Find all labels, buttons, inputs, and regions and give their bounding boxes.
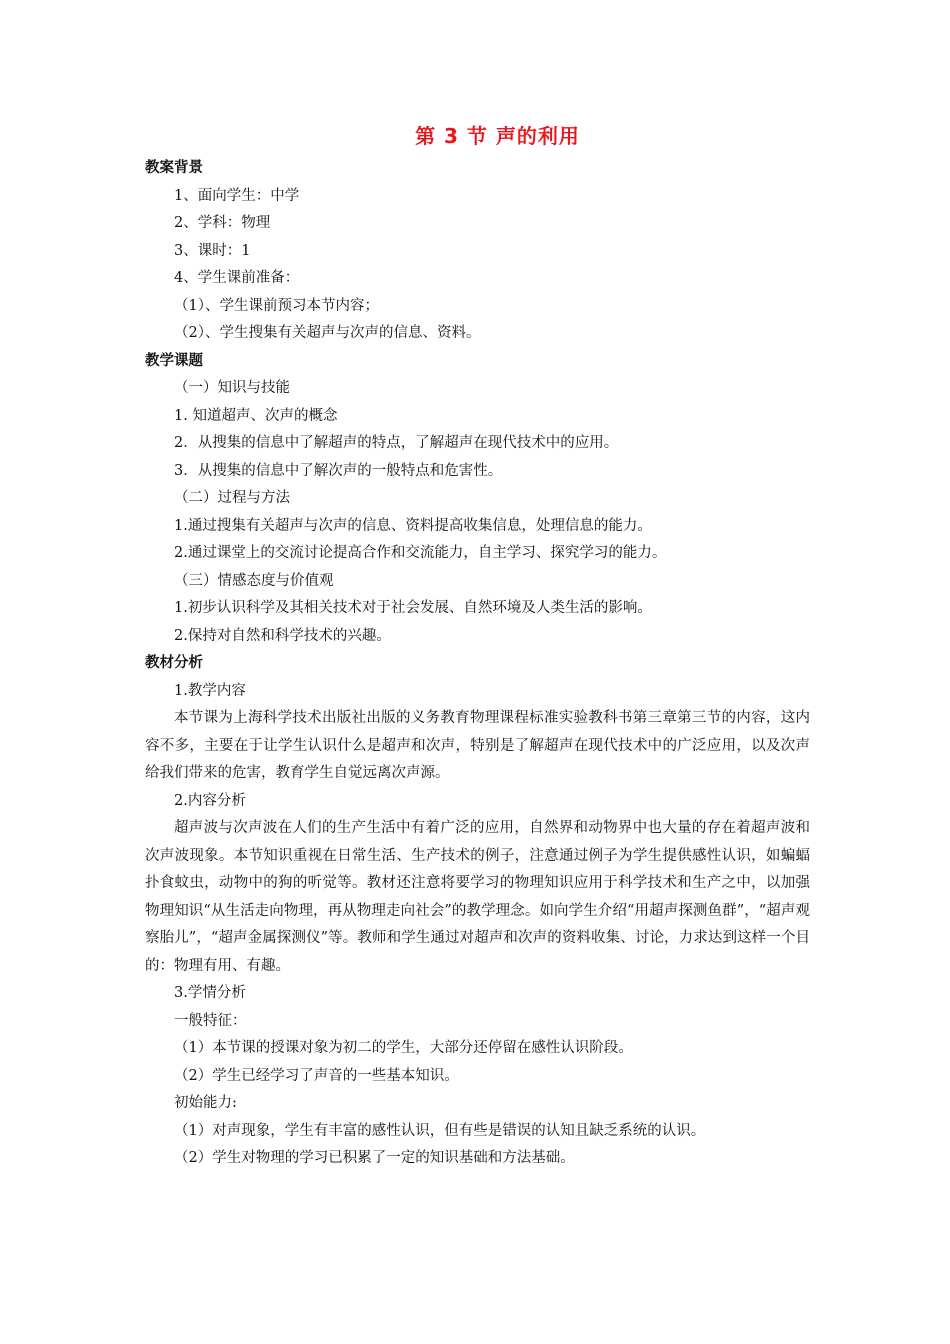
text-line: （二）过程与方法 bbox=[174, 490, 290, 506]
text-line: 1. 知道超声、次声的概念 bbox=[174, 407, 338, 424]
section-heading-analysis: 教材分析 bbox=[145, 655, 203, 671]
text-line: （2）、学生搜集有关超声与次声的信息、资料。 bbox=[174, 325, 481, 341]
section-heading-background: 教案背景 bbox=[145, 160, 203, 176]
text-line: （1）、学生课前预习本节内容； bbox=[174, 297, 379, 314]
text-line: 2.保持对自然和科学技术的兴趣。 bbox=[174, 627, 391, 644]
subheading: 3.学情分析 bbox=[174, 985, 246, 1001]
text-line: 1.通过搜集有关超声与次声的信息、资料提高收集信息，处理信息的能力。 bbox=[174, 517, 652, 534]
text-line: （2）学生已经学习了声音的一些基本知识。 bbox=[174, 1067, 459, 1084]
text-line: 2．从搜集的信息中了解超声的特点，了解超声在现代技术中的应用。 bbox=[174, 435, 619, 451]
text-line: 1.初步认识科学及其相关技术对于社会发展、自然环境及人类生活的影响。 bbox=[174, 600, 652, 616]
text-line: 2、学科：物理 bbox=[174, 215, 271, 231]
page-title: 第 3 节 声的利用 bbox=[415, 124, 580, 148]
text-line: 3．从搜集的信息中了解次声的一般特点和危害性。 bbox=[174, 462, 503, 479]
document-body bbox=[145, 155, 810, 1173]
text-line: 2.通过课堂上的交流讨论提高合作和交流能力，自主学习、探究学习的能力。 bbox=[174, 545, 667, 561]
text-line: （1）对声现象，学生有丰富的感性认识，但有些是错误的认知且缺乏系统的认识。 bbox=[174, 1122, 706, 1139]
text-line: 一般特征： bbox=[174, 1012, 247, 1029]
text-line: （三）情感态度与价值观 bbox=[174, 572, 334, 589]
paragraph: 本节课为上海科学技术出版社出版的义务教育物理课程标准实验教科书第三章第三节的内容，这内容不多，主要在于让学生认识什么是超声和次声，特别是了解超声在现代技术中的广泛应用，以及次声给我们带来的危害，教育学生自觉远离次声源。 bbox=[145, 710, 810, 781]
text-line: （一）知识与技能 bbox=[174, 380, 290, 396]
text-line: 初始能力: bbox=[174, 1095, 237, 1111]
subheading: 1.教学内容 bbox=[174, 682, 246, 699]
text-line: 4、学生课前准备： bbox=[174, 270, 300, 286]
text-line: （2）学生对物理的学习已积累了一定的知识基础和方法基础。 bbox=[174, 1150, 575, 1166]
section-heading-topic: 教学课题 bbox=[145, 352, 203, 369]
text-line: （1）本节课的授课对象为初二的学生，大部分还停留在感性认识阶段。 bbox=[174, 1040, 633, 1056]
text-line: 3、课时：1 bbox=[174, 242, 251, 259]
subheading: 2.内容分析 bbox=[174, 792, 246, 809]
paragraph: 超声波与次声波在人们的生产生活中有着广泛的应用，自然界和动物界中也大量的存在着超声波和次声波现象。本节知识重视在日常生活、生产技术的例子，注意通过例子为学生提供感性认识，如蝙蝠扑食蚊虫，动物中的狗的听觉等。教材还注意将要学习的物理知识应用于科学技术和生产之中，以加强物理知识“从生活走向物理，再从物理走向社会”的教学理念。如向学生介绍“用超声探测鱼群”，“超声观察胎儿”，“超声金属探测仪”等。教师和学生通过对超声和次声的资料收集、讨论，力求达到这样一个目的：物理有用、有趣。 bbox=[145, 820, 810, 974]
text-line: 1、面向学生：中学 bbox=[174, 187, 300, 204]
